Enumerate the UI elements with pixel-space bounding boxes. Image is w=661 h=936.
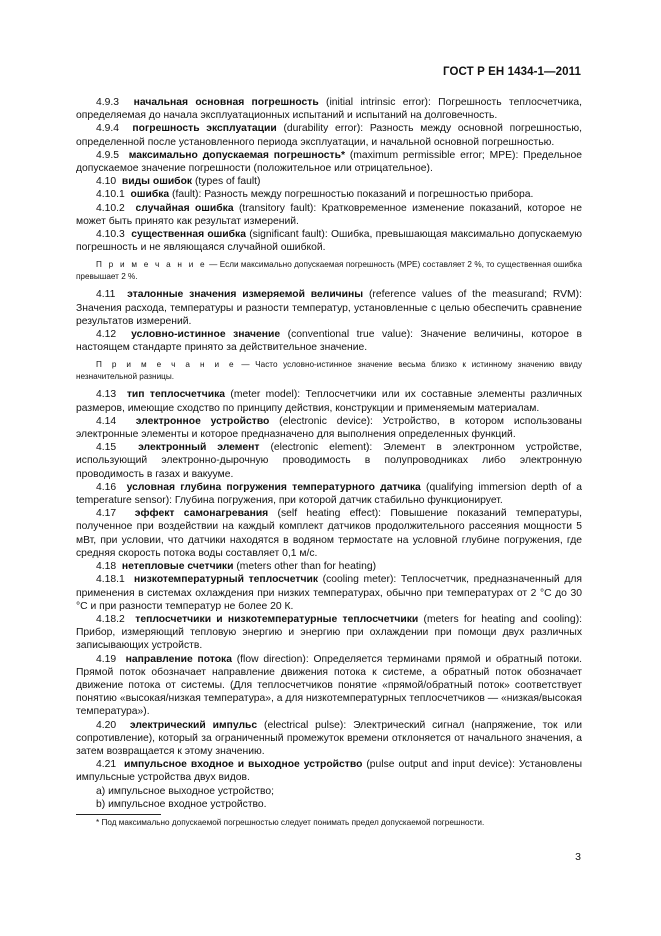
term-text: (electronic element): Элемент в электронном устройстве, использующий электронно-дырочную проводимость в полупроводниках либо электронную проводимость в газах и вакууме. bbox=[76, 442, 583, 480]
term-name: случайная ошибка bbox=[135, 202, 234, 214]
term-text: (qualifying immersion depth of a temperature sensor): Глубина погружения, при которой датчик стабильно функционирует. bbox=[76, 481, 582, 507]
term-text: (conventional true value): Значение величины, которое в настоящем стандарте принято за действительное значение. bbox=[76, 329, 583, 354]
term-definition bbox=[76, 328, 582, 354]
term-definition bbox=[76, 573, 582, 613]
term-text: (meters other than for heating) bbox=[233, 561, 377, 573]
term-definition bbox=[76, 202, 582, 228]
term-definition bbox=[76, 149, 582, 175]
clause-number: 4.17 bbox=[96, 508, 117, 520]
term-text: (flow direction): Определяется терминами прямой и обратный потоки. Прямой поток обозначает направление движения потока к системе, а обратный поток обозначает движение потока от системы. (Для теплосчетчиков понятие «прямой/обратный поток» соответствует понятию «высокая/низкая температура», а для низкотемпературных теплосчетчиков — «низкая/высокая температура»). bbox=[76, 653, 582, 718]
clause-number: 4.19 bbox=[96, 653, 117, 665]
term-text: (self heating effect): Повышение показаний температуры, полученное при воздействии на каждый комплект датчиков продолжительного рассеяния мощности 5 мВт, при условии, что датчики находятся в водяном термостате на условной глубине погружения, где средняя скорость потока воды составляет 0,1 м/с. bbox=[76, 508, 582, 559]
term-name: нетепловые счетчики bbox=[121, 561, 234, 573]
note bbox=[76, 259, 582, 282]
term-name: эффект самонагревания bbox=[134, 508, 269, 520]
term-name: виды ошибок bbox=[121, 176, 193, 188]
page-number: 3 bbox=[575, 851, 581, 863]
clause-number: 4.10.1 bbox=[96, 189, 125, 201]
clause-number: 4.10 bbox=[96, 176, 117, 188]
term-definition bbox=[76, 613, 582, 653]
term-definition bbox=[76, 228, 582, 254]
term-text: (initial intrinsic error): Погрешность теплосчетчика, определяемая до начала эксплуатационных испытаний и испытаний на долговечность. bbox=[76, 97, 582, 122]
note-text: — Часто условно-истинное значение весьма близко к истинному значению ввиду незначительной разницы. bbox=[76, 360, 583, 381]
clause-number: 4.18 bbox=[96, 561, 117, 573]
list-item: а) импульсное выходное устройство; bbox=[96, 785, 274, 797]
term-text: (cooling meter): Теплосчетчик, предназначенный для применения в системах охлаждения при низких температурах, обычно при температурах от 2 °С до 30 °С и при разности температур не более 20 К. bbox=[76, 574, 582, 612]
term-name: электронное устройство bbox=[135, 415, 270, 427]
term-text: (meters for heating and cooling): Прибор, измеряющий тепловую энергию и энергию при охлаждении при помощи двух различных записывающих устройств. bbox=[76, 613, 583, 652]
term-definition bbox=[76, 188, 582, 201]
footnote: * Под максимально допускаемой погрешностью следует понимать предел допускаемой погрешности. bbox=[96, 817, 485, 827]
term-text: (durability error): Разность между основной погрешностью, определенной после установленного периода эксплуатации, и начальной основной погрешностью. bbox=[76, 123, 582, 148]
term-text: (electrical pulse): Электрический сигнал (напряжение, ток или сопротивление), который за ограниченный промежуток времени отклоняется от начального значения, а затем возвращается к этому значению. bbox=[76, 719, 583, 757]
term-definition bbox=[76, 653, 582, 719]
term-definition bbox=[76, 481, 582, 507]
clause-number: 4.13 bbox=[96, 389, 117, 401]
term-text: (maximum permissible error; MPE): Предельное допускаемое значение погрешности (положительное или отрицательное). bbox=[76, 149, 582, 175]
term-name: импульсное входное и выходное устройство bbox=[124, 759, 363, 771]
document-body bbox=[76, 96, 582, 828]
clause-number: 4.10.2 bbox=[96, 202, 125, 214]
standard-header: ГОСТ Р ЕН 1434-1—2011 bbox=[443, 66, 581, 78]
term-definition bbox=[76, 560, 582, 573]
note-text: — Если максимально допускаемая погрешность (MPE) составляет 2 %, то существенная ошибка превышает 2 %. bbox=[76, 260, 582, 281]
term-name: эталонные значения измеряемой величины bbox=[127, 289, 364, 301]
term-definition bbox=[76, 388, 582, 414]
term-text: (significant fault): Ошибка, превышающая максимально допускаемую погрешность и не являющаяся случайной ошибкой. bbox=[76, 229, 582, 254]
clause-number: 4.20 bbox=[96, 719, 117, 731]
term-name: тип теплосчетчика bbox=[126, 389, 226, 401]
clause-number: 4.11 bbox=[96, 289, 116, 301]
term-name: условная глубина погружения температурного датчика bbox=[126, 481, 421, 493]
note-label: П р и м е ч а н и е bbox=[96, 260, 207, 270]
clause-number: 4.15 bbox=[96, 442, 117, 454]
term-name: низкотемпературный теплосчетчик bbox=[134, 574, 319, 586]
term-text: (electronic device): Устройство, в котором использованы электронные элементы и которое предназначено для выполнения определенных функций. bbox=[76, 415, 582, 441]
term-definition bbox=[76, 507, 582, 560]
term-name: ошибка bbox=[130, 189, 170, 201]
clause-number: 4.9.5 bbox=[96, 149, 120, 161]
clause-number: 4.18.1 bbox=[96, 574, 125, 586]
clause-number: 4.9.4 bbox=[96, 123, 120, 135]
clause-number: 4.9.3 bbox=[96, 97, 120, 108]
footnote-rule bbox=[76, 814, 161, 815]
clause-number: 4.12 bbox=[96, 329, 117, 341]
term-name: электронный элемент bbox=[138, 442, 260, 454]
term-name: электрический импульс bbox=[129, 719, 258, 731]
term-name: условно-истинное значение bbox=[131, 329, 281, 341]
clause-number: 4.10.3 bbox=[96, 229, 125, 241]
clause-number: 4.16 bbox=[96, 481, 117, 493]
term-name: существенная ошибка bbox=[131, 229, 246, 241]
term-name: направление потока bbox=[125, 653, 232, 665]
term-definition bbox=[76, 96, 582, 122]
note bbox=[76, 359, 582, 382]
list-item: b) импульсное входное устройство. bbox=[96, 798, 267, 810]
term-definition bbox=[76, 288, 582, 328]
term-text: (pulse output and input device): Установлены импульсные устройства двух видов. bbox=[76, 759, 582, 784]
term-definition bbox=[76, 415, 582, 441]
term-text: (types of fault) bbox=[192, 176, 261, 188]
term-definition bbox=[76, 122, 582, 148]
term-definition bbox=[76, 175, 582, 188]
term-name: погрешность эксплуатации bbox=[132, 123, 277, 135]
term-text: (reference values of the measurand; RVM): Значения расхода, температуры и разности температур, установленные с целью обеспечить сравнение результатов измерений. bbox=[76, 289, 582, 327]
clause-number: 4.14 bbox=[96, 415, 117, 427]
term-name: начальная основная погрешность bbox=[133, 97, 319, 108]
clause-number: 4.21 bbox=[96, 759, 117, 771]
term-definition bbox=[76, 758, 582, 784]
term-name: теплосчетчики и низкотемпературные теплосчетчики bbox=[135, 613, 419, 625]
note-label: П р и м е ч а н и е bbox=[96, 360, 236, 370]
term-text: (meter model): Теплосчетчики или их составные элементы различных размеров, имеющие сходство по принципу действия, конструкции и применяемым материалам. bbox=[76, 389, 582, 414]
term-name: максимально допускаемая погрешность* bbox=[128, 149, 345, 161]
clause-number: 4.18.2 bbox=[96, 613, 125, 625]
term-definition bbox=[76, 719, 582, 759]
term-text: (transitory fault): Кратковременное изменение показаний, которое не может быть принято как результат измерений. bbox=[76, 202, 583, 227]
term-text: (fault): Разность между погрешностью показаний и погрешностью прибора. bbox=[169, 189, 534, 201]
term-definition bbox=[76, 441, 582, 481]
